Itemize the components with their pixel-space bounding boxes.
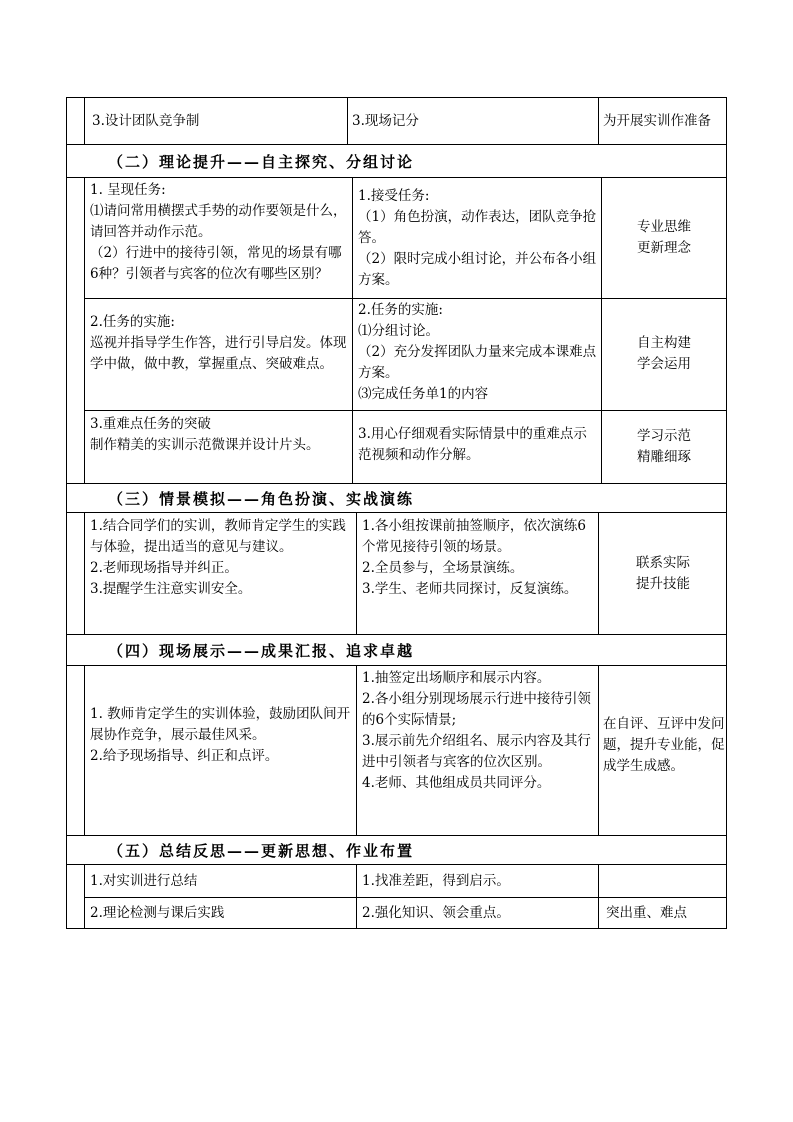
sec2-row3-student: 3.用心仔细观看实际情景中的重难点示范视频和动作分解。 <box>358 426 587 463</box>
sec2-row1-teacher: 1. 呈现任务: ⑴请问常用横摆式手势的动作要领是什么，请回答并动作示范。 （2）行进中的接待引领，常见的场景有哪6种？引领者与宾客的位次有哪些区别？ <box>90 182 347 282</box>
sec5-row2-intent: 突出重、难点 <box>606 904 687 921</box>
section-title-showcase: （四）现场展示——成果汇报、追求卓越 <box>108 641 415 660</box>
sec5-row1-intent <box>603 866 726 896</box>
section-title-theory: （二）理论提升——自主探究、分组讨论 <box>108 152 415 171</box>
section-title-simulation: （三）情景模拟——角色扮演、实战演练 <box>108 489 415 508</box>
sec2-row3-teacher: 3.重难点任务的突破 制作精美的实训示范微课并设计片头。 <box>90 416 320 453</box>
sec2-row1-student: 1.接受任务: （1）角色扮演，动作表达，团队竞争抢答。 （2）限时完成小组讨论，并公布各小组方案。 <box>358 188 597 288</box>
row0-student-activity: 3.现场记分 <box>352 112 419 129</box>
row0-teacher-activity: 3.设计团队竞争制 <box>92 112 200 129</box>
row0-design-intent: 为开展实训作准备 <box>603 112 711 129</box>
sec5-row2-teacher: 2.理论检测与课后实践 <box>90 904 225 921</box>
sec2-row2-teacher: 2.任务的实施: 巡视并指导学生作答，进行引导启发。体现学中做，做中教，掌握重点、突破难点。 <box>90 314 347 372</box>
sec3-row1-intent: 联系实际 提升技能 <box>636 555 690 592</box>
sec5-row1-teacher: 1.对实训进行总结 <box>90 872 198 889</box>
sec5-row2-student: 2.强化知识、领会重点。 <box>362 904 510 921</box>
sec3-row1-teacher: 1.结合同学们的实训，教师肯定学生的实践与体验，提出适当的意见与建议。 2.老师现场指导并纠正。 3.提醒学生注意实训安全。 <box>90 518 346 597</box>
sec2-row2-student: 2.任务的实施: ⑴分组讨论。 （2）充分发挥团队力量来完成本课难点方案。 ⑶完成任务单1的内容 <box>358 302 597 402</box>
sec2-row2-intent: 自主构建 学会运用 <box>637 335 691 372</box>
sec5-row1-student: 1.找准差距，得到启示。 <box>362 872 510 889</box>
sec3-row1-student: 1.各小组按课前抽签顺序，依次演练6个常见接待引领的场景。 2.全员参与，全场景演练。 3.学生、老师共同探讨，反复演练。 <box>362 518 586 597</box>
sec4-row1-teacher: 1. 教师肯定学生的实训体验，鼓励团队间开展协作竞争，展示最佳风采。 2.给予现场指导、纠正和点评。 <box>90 706 351 764</box>
sec2-row3-intent: 学习示范 精雕细琢 <box>637 428 691 465</box>
sec2-row1-intent: 专业思维 更新理念 <box>637 219 691 256</box>
sec4-row1-student: 1.抽签定出场顺序和展示内容。 2.各小组分别现场展示行进中接待引领的6个实际情景; 3.展示前先介绍组名、展示内容及其行进中引领者与宾客的位次区别。 4.老师、其他组成员共同评分。 <box>362 670 591 791</box>
section-title-summary: （五）总结反思——更新思想、作业布置 <box>108 841 415 860</box>
sec4-row1-intent: 在自评、互评中发问题，提升专业能，促成学生成感。 <box>603 716 725 774</box>
